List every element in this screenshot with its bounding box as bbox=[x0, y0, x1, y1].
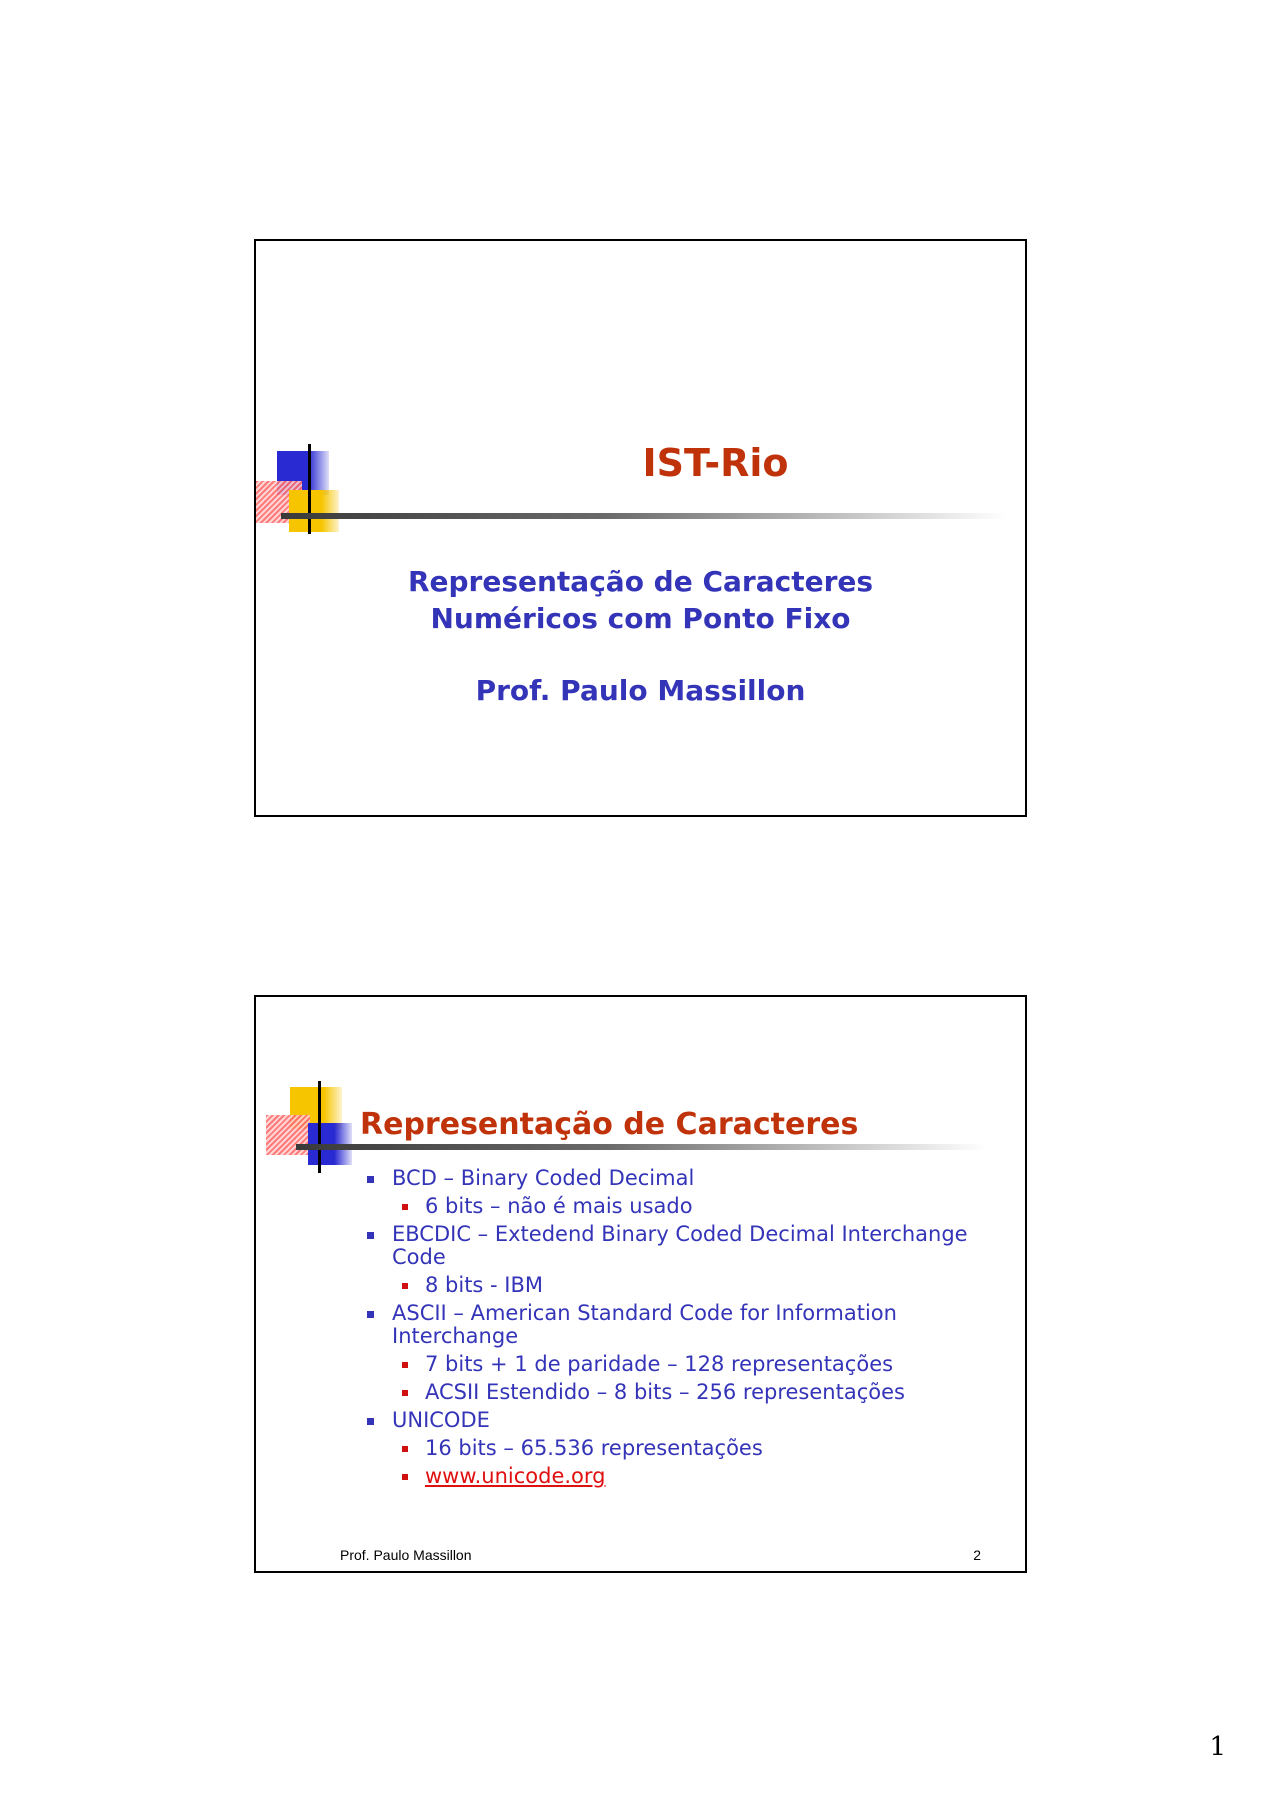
slide-2 bbox=[254, 995, 1027, 1573]
unicode-link[interactable]: www.unicode.org bbox=[425, 1464, 606, 1488]
horizontal-rule bbox=[281, 513, 1006, 519]
list-item: 6 bits – não é mais usado bbox=[360, 1195, 1000, 1218]
yellow-square bbox=[289, 490, 339, 532]
footer-author: Prof. Paulo Massillon bbox=[340, 1547, 472, 1563]
list-item: UNICODE bbox=[360, 1409, 1000, 1432]
list-item: EBCDIC – Extedend Binary Coded Decimal Interchange Code bbox=[360, 1223, 1000, 1269]
slide-2-title: Representação de Caracteres bbox=[360, 1107, 859, 1142]
bullet-list bbox=[360, 1167, 1000, 1493]
subtitle-line-1: Representação de Caracteres bbox=[407, 565, 874, 598]
list-item: 16 bits – 65.536 representações bbox=[360, 1437, 1000, 1460]
slide-1 bbox=[254, 239, 1027, 817]
list-item: 7 bits + 1 de paridade – 128 representações bbox=[360, 1353, 1000, 1376]
subtitle-line-2: Numéricos com Ponto Fixo bbox=[430, 602, 851, 635]
slide-1-subtitle bbox=[256, 563, 1025, 637]
list-item: 8 bits - IBM bbox=[360, 1274, 1000, 1297]
list-item: ASCII – American Standard Code for Information Interchange bbox=[360, 1302, 1000, 1348]
list-item: BCD – Binary Coded Decimal bbox=[360, 1167, 1000, 1190]
slide-1-title: IST-Rio bbox=[642, 441, 789, 485]
page-number: 1 bbox=[1209, 1732, 1226, 1762]
slide-1-author: Prof. Paulo Massillon bbox=[475, 674, 806, 707]
horizontal-rule bbox=[296, 1144, 986, 1150]
list-item-link bbox=[360, 1465, 1000, 1488]
list-item: ACSII Estendido – 8 bits – 256 representações bbox=[360, 1381, 1000, 1404]
vertical-rule bbox=[318, 1081, 321, 1173]
vertical-rule bbox=[308, 444, 311, 534]
slide-number: 2 bbox=[973, 1547, 981, 1563]
